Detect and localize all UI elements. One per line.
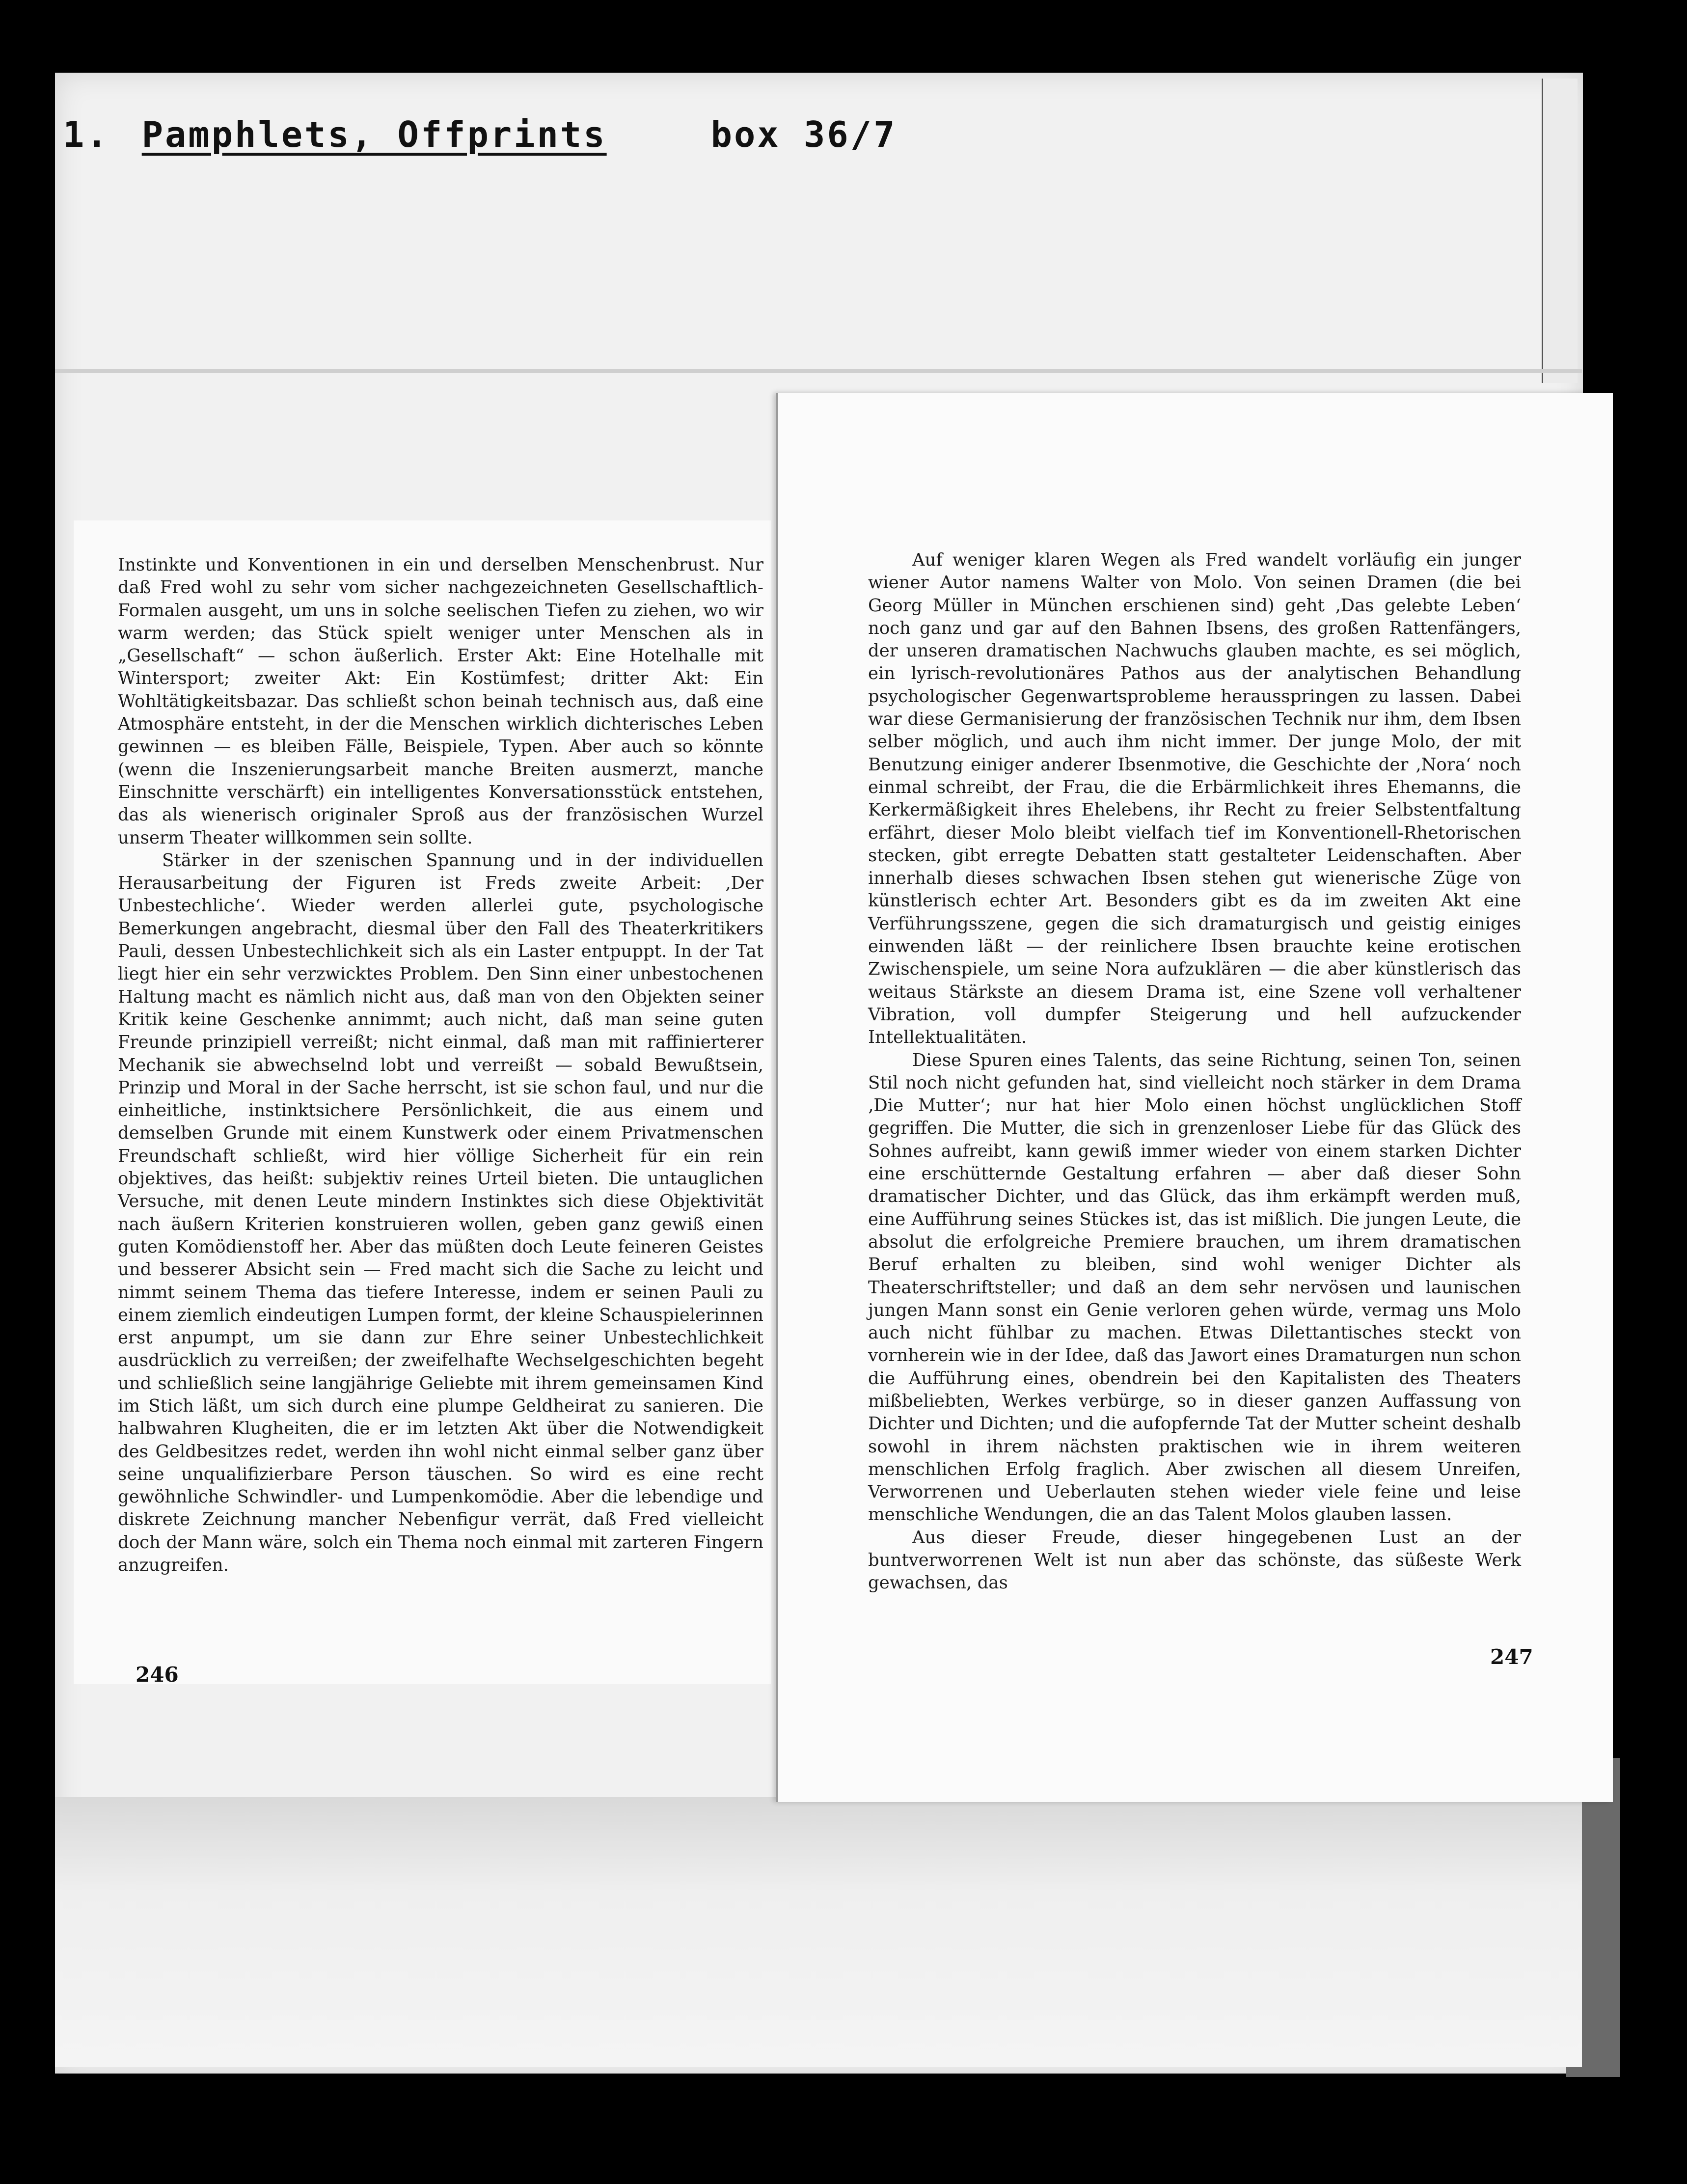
header-title: Pamphlets, Offprints xyxy=(141,114,607,155)
right-page-number: 247 xyxy=(1490,1645,1533,1669)
left-page-number: 246 xyxy=(136,1663,179,1687)
archive-header xyxy=(63,114,897,155)
header-box-label: box 36/7 xyxy=(710,114,897,155)
right-page-text xyxy=(868,549,1521,1595)
right-paragraph: Diese Spuren eines Talents, das seine Richtung, seinen Ton, seinen Stil noch nicht gefunden hat, sind vielleicht noch stärker in dem Drama ‚Die Mutter‘; nur hat hier Molo einen höchst unglücklichen Stoff gegriffen. Die Mutter, die sich in grenzenloser Liebe für das Glück des Sohnes aufreibt, kann gewiß immer wieder von einem starken Dichter eine erschütternde Gestaltung erfahren — aber daß dieser Sohn dramatischer Dichter, und das Glück, das ihm erkämpft werden muß, eine Aufführung seines Stückes ist, das ist mißlich. Die jungen Leute, die absolut die erfolgreiche Premiere brauchen, um ihrem dramatischen Beruf erhalten zu bleiben, sind wohl weniger Dichter als Theaterschriftsteller; und daß an dem sehr nervösen und launischen jungen Mann sonst ein Genie verloren gehen würde, vermag uns Molo auch nicht fühlbar zu machen. Etwas Dilettantisches steckt von vornherein wie in der Idee, daß das Jawort eines Dramaturgen nun schon die Aufführung eines, obendrein bei den Kapitalisten des Theaters mißbeliebten, Werkes verbürge, so in dieser ganzen Auffassung von Dichter und Dichten; und die aufopfernde Tat der Mutter scheint deshalb sowohl in ihrem nächsten praktischen wie in ihrem weiteren menschlichen Erfolg fraglich. Aber zwischen all diesem Unreifen, Verworrenen und Ueberlauten stehen wieder viele feine und leise menschliche Wendungen, die an das Talent Molos glauben lassen. xyxy=(868,1050,1521,1525)
left-paragraph: Instinkte und Konventionen in ein und derselben Menschenbrust. Nur daß Fred wohl zu sehr vom sicher nachgezeichneten Gesellschaftlich-Formalen ausgeht, um uns in solche seelischen Tiefen zu ziehen, wo wir warm werden; das Stück spielt weniger unter Menschen als in „Gesellschaft“ — schon äußerlich. Erster Akt: Eine Hotelhalle mit Wintersport; zweiter Akt: Ein Kostümfest; dritter Akt: Ein Wohltätigkeitsbazar. Das schließt schon beinah technisch aus, daß eine Atmosphäre entsteht, in der die Menschen wirklich dichterisches Leben gewinnen — es bleiben Fälle, Beispiele, Typen. Aber auch so könnte (wenn die Inszenierungsarbeit manche Breiten ausmerzt, manche Einschnitte verschärft) ein intelligentes Konversationsstück entstehen, das als wienerisch originaler Sproß aus der französischen Wurzel unserm Theater willkommen sein sollte. xyxy=(118,555,763,848)
folded-paper-edge xyxy=(1542,79,1578,383)
paper-fold-line xyxy=(55,369,1582,373)
header-number: 1. xyxy=(63,114,109,155)
right-paragraph: Auf weniger klaren Wegen als Fred wandelt vorläufig ein junger wiener Autor namens Walter von Molo. Von seinen Dramen (die bei Georg Müller in München erschienen sind) geht ‚Das gelebte Leben‘ noch ganz und gar auf den Bahnen Ibsens, des großen Rattenfängers, der unseren dramatischen Nachwuchs glauben machte, es sei möglich, ein lyrisch-revolutionäres Pathos aus der analytischen Behandlung psychologischer Gegenwartsprobleme herausspringen zu lassen. Dabei war diese Germanisierung der französischen Technik nur ihm, dem Ibsen selber möglich, und auch ihm nicht immer. Der junge Molo, der mit Benutzung einiger anderer Ibsenmotive, die Geschichte der ‚Nora‘ noch einmal schreibt, der Frau, die die Erbärmlichkeit ihres Ehemanns, die Kerkermäßigkeit ihres Ehelebens, ihr Recht zu freier Selbstentfaltung erfährt, dieser Molo bleibt vielfach tief im Konventionell-Rhetorischen stecken, gibt erregte Debatten statt gestalteter Leidenschaften. Aber innerhalb dieses schwachen Ibsen stehen gut wienerische Züge von künstlerisch echter Art. Besonders gibt es da im zweiten Akt eine Verführungsszene, gegen die sich dramaturgisch und geistig einiges einwenden läßt — der reinlichere Ibsen brauchte keine erotischen Zwischenspiele, um seine Nora aufzuklären — die aber künstlerisch das weitaus Stärkste an diesem Drama ist, eine Szene voll verhaltener Vibration, voll dumpfer Steigerung und hell aufzuckender Intellektualitäten. xyxy=(868,550,1521,1048)
left-page-text xyxy=(118,554,763,1577)
right-paragraph: Aus dieser Freude, dieser hingegebenen Lust an der buntverworrenen Welt ist nun aber das schönste, das süßeste Werk gewachsen, das xyxy=(868,1527,1521,1593)
lower-fold-area xyxy=(55,1797,1582,2067)
left-paragraph: Stärker in der szenischen Spannung und in der individuellen Herausarbeitung der Figuren ist Freds zweite Arbeit: ‚Der Unbestechliche‘. Wieder werden allerlei gute, psychologische Bemerkungen angebracht, diesmal über den Fall des Theaterkritikers Pauli, dessen Unbestechlichkeit sich als ein Laster entpuppt. In der Tat liegt hier ein sehr verzwicktes Problem. Den Sinn einer unbestochenen Haltung macht es nämlich nicht aus, daß man von den Objekten seiner Kritik keine Geschenke annimmt; auch nicht, daß man seine guten Freunde prinzipiell verreißt; nicht einmal, daß man mit raffinierterer Mechanik sie abwechselnd lobt und verreißt — sobald Bewußtsein, Prinzip und Moral in der Sache herrscht, ist sie schon faul, und nur die einheitliche, instinktsichere Persönlichkeit, die aus einem und demselben Grunde mit einem Kunstwerk oder einem Privatmenschen Freundschaft schließt, wird hier völlige Sicherheit für ein rein objektives, das heißt: subjektiv reines Urteil bieten. Die untauglichen Versuche, mit denen Leute mindern Instinktes sich diese Objektivität nach äußern Kriterien konstruieren wollen, geben ganz gewiß einen guten Komödienstoff her. Aber das müßten doch Leute feineren Geistes und besserer Absicht sein — Fred macht sich die Sache zu leicht und nimmt seinem Thema das tiefere Interesse, indem er seinen Pauli zu einem ziemlich eindeutigen Lumpen formt, der kleine Schauspielerinnen erst anpumpt, um sie dann zur Ehre seiner Unbestechlichkeit ausdrücklich zu verreißen; der zweifelhafte Wechselgeschichten begeht und schließlich seine langjährige Geliebte mit ihrem gemeinsamen Kind im Stich läßt, um sich durch eine plumpe Geldheirat zu sanieren. Die halbwahren Klugheiten, die er im letzten Akt über die Notwendigkeit des Geldbesitzes redet, werden ihn wohl nicht einmal selber ganz über seine unqualifizierbare Person täuschen. So wird es eine recht gewöhnliche Schwindler- und Lumpenkomödie. Aber die lebendige und diskrete Zeichnung mancher Nebenfigur verrät, daß Fred vielleicht doch der Mann wäre, solch ein Thema noch einmal mit zarteren Fingern anzugreifen. xyxy=(118,850,763,1576)
